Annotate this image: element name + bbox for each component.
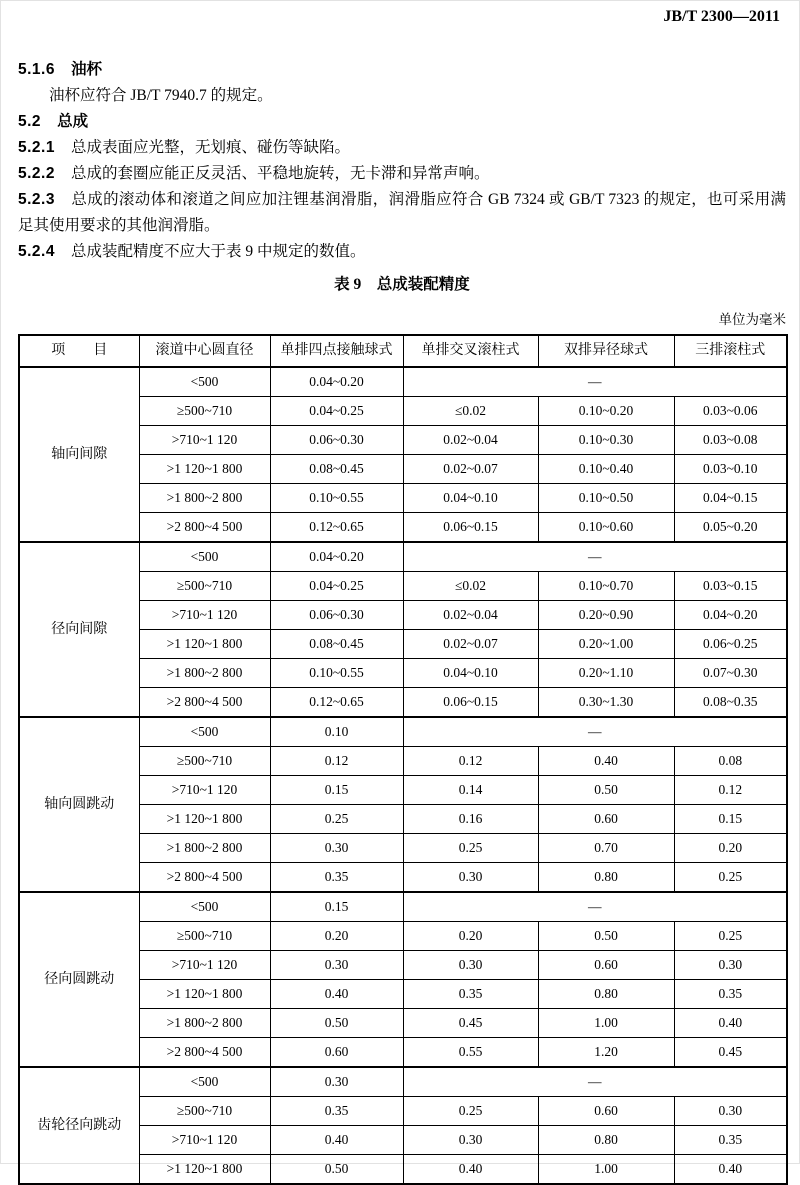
column-header: 单排交叉滚柱式	[403, 335, 538, 367]
diameter-cell: <500	[139, 717, 270, 747]
diameter-cell: <500	[139, 892, 270, 922]
value-cell: 0.14	[403, 776, 538, 805]
column-header: 三排滚柱式	[674, 335, 787, 367]
dash-cell: —	[403, 1067, 787, 1097]
value-cell: 1.20	[538, 1038, 674, 1068]
value-cell: 0.50	[270, 1009, 403, 1038]
clause-5-2-1	[18, 135, 786, 161]
value-cell: 0.10~0.55	[270, 659, 403, 688]
value-cell: 0.60	[538, 951, 674, 980]
heading-5-2	[18, 109, 786, 135]
item-cell: 径向间隙	[19, 542, 139, 717]
diameter-cell: >2 800~4 500	[139, 513, 270, 543]
value-cell: 0.10~0.60	[538, 513, 674, 543]
diameter-cell: >710~1 120	[139, 776, 270, 805]
item-cell: 径向圆跳动	[19, 892, 139, 1067]
clause-number: 5.1.6	[18, 61, 55, 78]
value-cell: 0.06~0.25	[674, 630, 787, 659]
value-cell: 0.25	[403, 834, 538, 863]
value-cell: 0.20	[270, 922, 403, 951]
value-cell: 0.10~0.70	[538, 572, 674, 601]
diameter-cell: >710~1 120	[139, 601, 270, 630]
value-cell: 0.10~0.50	[538, 484, 674, 513]
column-header: 单排四点接触球式	[270, 335, 403, 367]
value-cell: 0.35	[270, 863, 403, 893]
value-cell: 0.60	[538, 805, 674, 834]
diameter-cell: <500	[139, 542, 270, 572]
value-cell: 0.07~0.30	[674, 659, 787, 688]
value-cell: 0.08	[674, 747, 787, 776]
diameter-cell: ≥500~710	[139, 922, 270, 951]
value-cell: 0.35	[270, 1097, 403, 1126]
value-cell: 0.15	[270, 892, 403, 922]
value-cell: 0.60	[270, 1038, 403, 1068]
value-cell: 0.04~0.15	[674, 484, 787, 513]
value-cell: 0.12~0.65	[270, 513, 403, 543]
value-cell: 0.30~1.30	[538, 688, 674, 718]
value-cell: 0.30	[270, 951, 403, 980]
clause-5-2-2	[18, 161, 786, 187]
value-cell: 0.25	[270, 805, 403, 834]
column-header: 滚道中心圆直径	[139, 335, 270, 367]
value-cell: 0.03~0.08	[674, 426, 787, 455]
unit-note: 单位为毫米	[718, 312, 786, 327]
diameter-cell: ≥500~710	[139, 572, 270, 601]
value-cell: 0.03~0.10	[674, 455, 787, 484]
value-cell: 0.55	[403, 1038, 538, 1068]
value-cell: 0.04~0.25	[270, 397, 403, 426]
diameter-cell: >1 120~1 800	[139, 630, 270, 659]
value-cell: 0.10~0.20	[538, 397, 674, 426]
value-cell: 0.12	[270, 747, 403, 776]
value-cell: 0.35	[674, 1126, 787, 1155]
dash-cell: —	[403, 367, 787, 397]
item-cell: 齿轮径向跳动	[19, 1067, 139, 1184]
value-cell: ≤0.02	[403, 572, 538, 601]
value-cell: 0.06~0.15	[403, 513, 538, 543]
value-cell: 0.45	[674, 1038, 787, 1068]
value-cell: 0.40	[270, 980, 403, 1009]
diameter-cell: >1 120~1 800	[139, 1155, 270, 1185]
value-cell: 0.15	[270, 776, 403, 805]
page-content	[0, 57, 800, 1185]
clause-number: 5.2.1	[18, 139, 55, 156]
diameter-cell: <500	[139, 367, 270, 397]
diameter-cell: >2 800~4 500	[139, 1038, 270, 1068]
heading-5-1-6	[18, 57, 786, 83]
heading-title: 总成	[57, 113, 89, 130]
value-cell: 0.25	[674, 863, 787, 893]
diameter-cell: ≥500~710	[139, 397, 270, 426]
value-cell: 1.00	[538, 1155, 674, 1185]
value-cell: 0.50	[538, 922, 674, 951]
heading-title: 油杯	[70, 61, 102, 78]
value-cell: 0.16	[403, 805, 538, 834]
value-cell: 0.30	[674, 951, 787, 980]
value-cell: 0.04~0.25	[270, 572, 403, 601]
value-cell: 0.02~0.04	[403, 601, 538, 630]
value-cell: 0.50	[538, 776, 674, 805]
table-title: 表 9 总成装配精度	[334, 276, 470, 293]
value-cell: 0.40	[270, 1126, 403, 1155]
item-cell: 轴向圆跳动	[19, 717, 139, 892]
value-cell: 0.06~0.30	[270, 601, 403, 630]
precision-table	[18, 334, 788, 1185]
diameter-cell: >1 120~1 800	[139, 455, 270, 484]
value-cell: 0.04~0.10	[403, 484, 538, 513]
value-cell: 0.08~0.35	[674, 688, 787, 718]
value-cell: 0.03~0.06	[674, 397, 787, 426]
value-cell: 0.80	[538, 980, 674, 1009]
diameter-cell: >2 800~4 500	[139, 688, 270, 718]
clause-number: 5.2.3	[18, 191, 55, 208]
clause-text: 总成装配精度不应大于表 9 中规定的数值。	[70, 243, 366, 260]
clause-number: 5.2.4	[18, 243, 55, 260]
value-cell: 0.04~0.20	[674, 601, 787, 630]
item-cell: 轴向间隙	[19, 367, 139, 542]
value-cell: ≤0.02	[403, 397, 538, 426]
column-header: 项 目	[19, 335, 139, 367]
value-cell: 0.08~0.45	[270, 455, 403, 484]
value-cell: 0.10~0.55	[270, 484, 403, 513]
value-cell: 0.12	[674, 776, 787, 805]
diameter-cell: >1 800~2 800	[139, 834, 270, 863]
doc-number: JB/T 2300—2011	[663, 8, 780, 25]
value-cell: 0.80	[538, 1126, 674, 1155]
value-cell: 0.12	[403, 747, 538, 776]
value-cell: 0.25	[403, 1097, 538, 1126]
table-row	[19, 542, 787, 572]
value-cell: 0.30	[674, 1097, 787, 1126]
diameter-cell: <500	[139, 1067, 270, 1097]
value-cell: 0.40	[674, 1009, 787, 1038]
value-cell: 0.40	[403, 1155, 538, 1185]
clause-5-2-4	[18, 239, 786, 265]
value-cell: 0.60	[538, 1097, 674, 1126]
value-cell: 0.04~0.20	[270, 542, 403, 572]
value-cell: 1.00	[538, 1009, 674, 1038]
value-cell: 0.20~0.90	[538, 601, 674, 630]
diameter-cell: >2 800~4 500	[139, 863, 270, 893]
dash-cell: —	[403, 717, 787, 747]
value-cell: 0.20~1.10	[538, 659, 674, 688]
table-row	[19, 717, 787, 747]
value-cell: 0.20	[403, 922, 538, 951]
header-row	[19, 335, 787, 367]
clause-text: 总成表面应光整，无划痕、碰伤等缺陷。	[70, 139, 350, 156]
clause-5-2-3	[18, 187, 786, 239]
value-cell: 0.04~0.20	[270, 367, 403, 397]
value-cell: 0.02~0.07	[403, 455, 538, 484]
value-cell: 0.40	[538, 747, 674, 776]
value-cell: 0.10	[270, 717, 403, 747]
diameter-cell: >1 120~1 800	[139, 805, 270, 834]
clause-text: 总成的套圈应能正反灵活、平稳地旋转，无卡滞和异常声响。	[70, 165, 490, 182]
table-row	[19, 367, 787, 397]
value-cell: 0.35	[674, 980, 787, 1009]
value-cell: 0.45	[403, 1009, 538, 1038]
dash-cell: —	[403, 892, 787, 922]
diameter-cell: >1 120~1 800	[139, 980, 270, 1009]
value-cell: 0.02~0.07	[403, 630, 538, 659]
dash-cell: —	[403, 542, 787, 572]
value-cell: 0.35	[403, 980, 538, 1009]
value-cell: 0.06~0.30	[270, 426, 403, 455]
value-cell: 0.30	[403, 1126, 538, 1155]
diameter-cell: ≥500~710	[139, 1097, 270, 1126]
clause-number: 5.2	[18, 113, 42, 130]
value-cell: 0.02~0.04	[403, 426, 538, 455]
diameter-cell: >710~1 120	[139, 426, 270, 455]
value-cell: 0.15	[674, 805, 787, 834]
column-header: 双排异径球式	[538, 335, 674, 367]
clause-text: 总成的滚动体和滚道之间应加注锂基润滑脂，润滑脂应符合 GB 7324 或 GB/T 7323 的规定，也可采用满足其使用要求的其他润滑脂。	[18, 191, 786, 234]
value-cell: 0.05~0.20	[674, 513, 787, 543]
diameter-cell: >710~1 120	[139, 951, 270, 980]
value-cell: 0.06~0.15	[403, 688, 538, 718]
clause-number: 5.2.2	[18, 165, 55, 182]
value-cell: 0.10~0.30	[538, 426, 674, 455]
value-cell: 0.30	[270, 834, 403, 863]
value-cell: 0.04~0.10	[403, 659, 538, 688]
diameter-cell: >1 800~2 800	[139, 659, 270, 688]
value-cell: 0.30	[403, 863, 538, 893]
diameter-cell: >1 800~2 800	[139, 1009, 270, 1038]
value-cell: 0.10~0.40	[538, 455, 674, 484]
table-row	[19, 1067, 787, 1097]
value-cell: 0.12~0.65	[270, 688, 403, 718]
value-cell: 0.20~1.00	[538, 630, 674, 659]
diameter-cell: >710~1 120	[139, 1126, 270, 1155]
value-cell: 0.08~0.45	[270, 630, 403, 659]
value-cell: 0.30	[270, 1067, 403, 1097]
value-cell: 0.40	[674, 1155, 787, 1185]
value-cell: 0.03~0.15	[674, 572, 787, 601]
diameter-cell: ≥500~710	[139, 747, 270, 776]
diameter-cell: >1 800~2 800	[139, 484, 270, 513]
value-cell: 0.25	[674, 922, 787, 951]
table-row	[19, 892, 787, 922]
value-cell: 0.30	[403, 951, 538, 980]
value-cell: 0.80	[538, 863, 674, 893]
value-cell: 0.20	[674, 834, 787, 863]
value-cell: 0.70	[538, 834, 674, 863]
table-header	[19, 335, 787, 367]
paragraph-5-1-6: 油杯应符合 JB/T 7940.7 的规定。	[49, 87, 273, 104]
value-cell: 0.50	[270, 1155, 403, 1185]
table-body	[19, 367, 787, 1184]
